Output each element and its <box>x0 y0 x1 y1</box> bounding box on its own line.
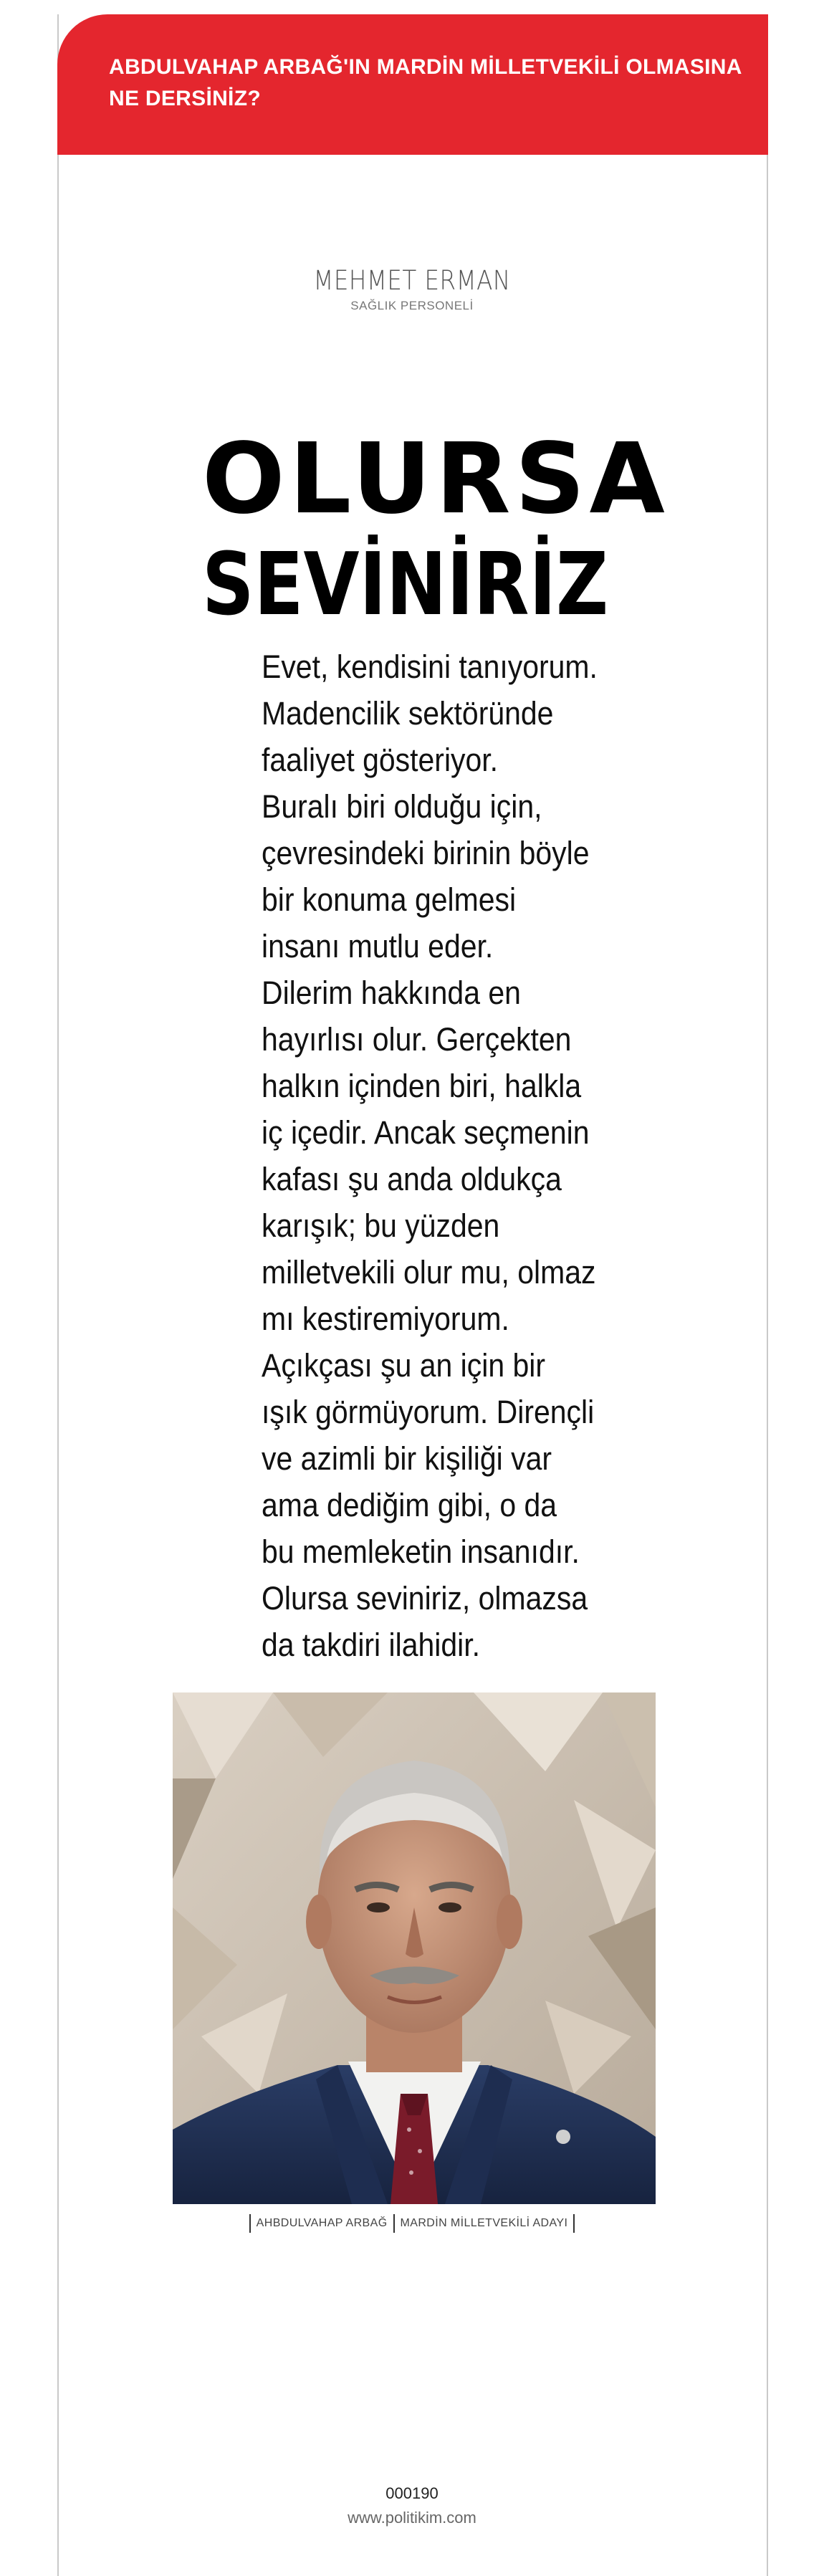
headline-line-1: OLURSA <box>202 423 669 536</box>
body-line: Buralı biri olduğu için, <box>262 788 542 825</box>
body-line: bu memleketin insanıdır. <box>262 1533 580 1570</box>
body-line: ama dediğim gibi, o da <box>262 1487 557 1523</box>
body-line: kafası şu anda oldukça <box>262 1161 562 1197</box>
body-line: da takdiri ilahidir. <box>262 1627 481 1663</box>
body-line: Açıkçası şu an için bir <box>262 1347 546 1384</box>
body-line: milletvekili olur mu, olmaz <box>262 1254 596 1291</box>
author-block <box>0 265 824 313</box>
article-body <box>262 643 598 1668</box>
body-line: karışık; bu yüzden <box>262 1207 500 1244</box>
body-line: Dilerim hakkında en <box>262 975 521 1011</box>
body-line: iç içedir. Ancak seçmenin <box>262 1114 590 1151</box>
body-line: hayırlısı olur. Gerçekten <box>262 1021 572 1058</box>
caption-divider <box>573 2214 575 2233</box>
question-banner <box>57 14 768 155</box>
body-line: çevresindeki birinin böyle <box>262 835 590 871</box>
author-name: MEHMET ERMAN <box>313 265 511 296</box>
author-role: SAĞLIK PERSONELİ <box>350 299 474 312</box>
body-line: Madencilik sektöründe <box>262 695 554 732</box>
banner-title: ABDULVAHAP ARBAĞ'IN MARDİN MİLLETVEKİLİ OLMASINA NE DERSİNİZ? <box>109 55 742 110</box>
website-link[interactable]: www.politikim.com <box>348 2509 476 2527</box>
caption-name: AHBDULVAHAP ARBAĞ <box>256 2217 388 2229</box>
page-footer <box>0 2481 824 2530</box>
body-line: Olursa seviniriz, olmazsa <box>262 1580 588 1617</box>
body-line: Evet, kendisini tanıyorum. <box>262 648 598 685</box>
body-line: bir konuma gelmesi <box>262 881 517 918</box>
caption-divider <box>249 2214 251 2233</box>
body-line: halkın içinden biri, halkla <box>262 1068 582 1104</box>
caption-divider <box>393 2214 395 2233</box>
body-line: insanı mutlu eder. <box>262 928 494 964</box>
body-line: ışık görmüyorum. Dirençli <box>262 1394 595 1430</box>
body-line: faaliyet gösteriyor. <box>262 742 499 778</box>
photo-caption <box>0 2214 824 2233</box>
caption-title: MARDİN MİLLETVEKİLİ ADAYI <box>400 2217 568 2229</box>
body-line: ve azimli bir kişiliği var <box>262 1440 552 1477</box>
candidate-portrait <box>173 1692 656 2204</box>
headline-line-2: SEVİNİRİZ <box>202 535 609 635</box>
body-line: mı kestiremiyorum. <box>262 1301 509 1337</box>
page-code: 000190 <box>385 2484 439 2502</box>
